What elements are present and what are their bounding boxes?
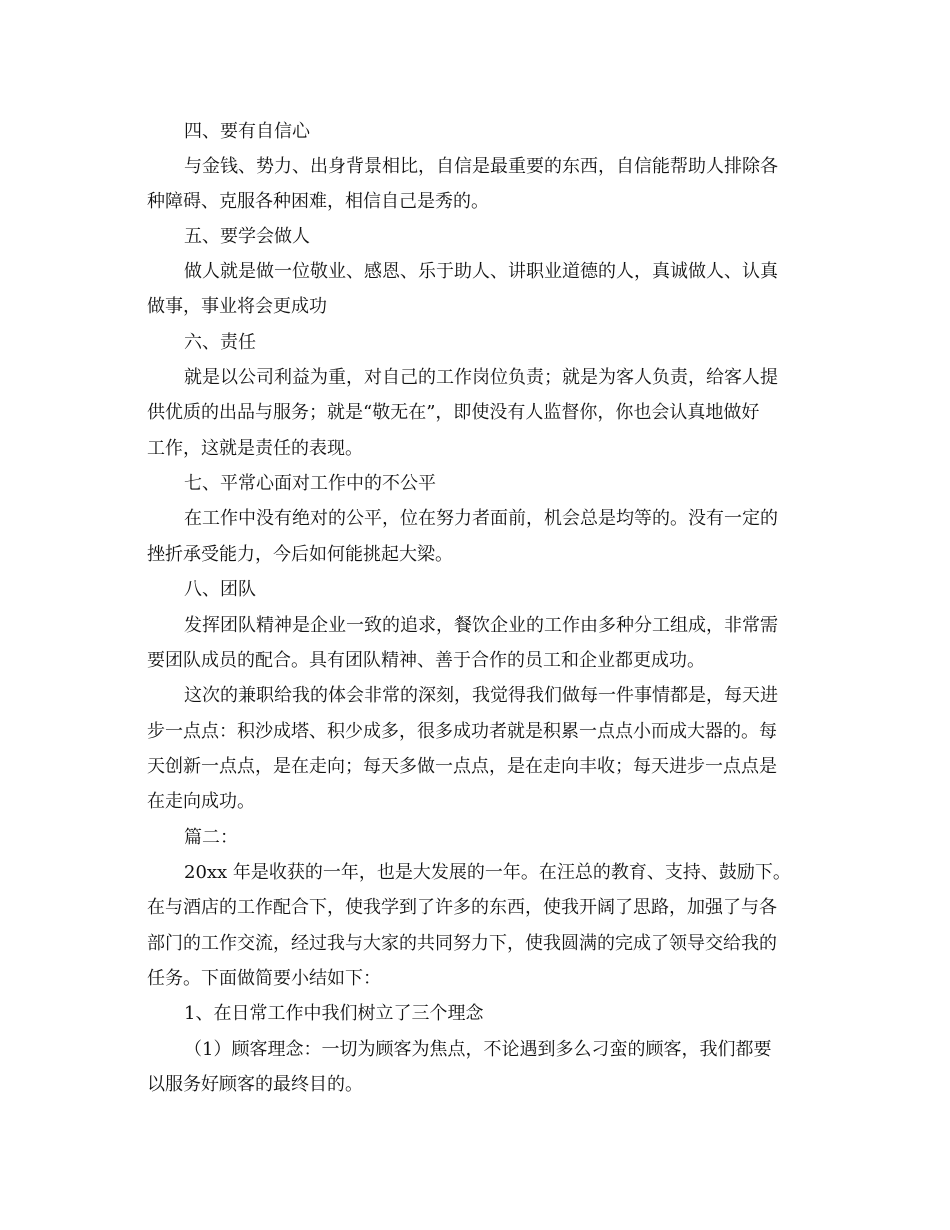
paragraph-line: 工作，这就是责任的表现。 — [147, 438, 363, 459]
paragraph-line: 天创新一点点，是在走向；每天多做一点点，是在走向丰收；每天进步一点点是 — [147, 756, 777, 777]
paragraph-line: （1）顾客理念：一切为顾客为焦点，不论遇到多么刁蛮的顾客，我们都要 — [184, 1039, 772, 1060]
paragraph-line: 步一点点：积沙成塔、积少成多，很多成功者就是积累一点点小而成大器的。每 — [147, 721, 777, 742]
paragraph-line: 在走向成功。 — [147, 791, 255, 812]
paragraph-line: 就是以公司利益为重，对自己的工作岗位负责；就是为客人负责，给客人提 — [184, 367, 778, 388]
paragraph-line: 部门的工作交流，经过我与大家的共同努力下，使我圆满的完成了领导交给我的 — [147, 933, 777, 954]
paragraph-line: 种障碍、克服各种困难，相信自己是秀的。 — [147, 191, 489, 212]
paragraph-line: 在工作中没有绝对的公平，位在努力者面前，机会总是均等的。没有一定的 — [184, 508, 778, 529]
paragraph-line: 做事，事业将会更成功 — [147, 296, 327, 317]
paragraph-line: 发挥团队精神是企业一致的追求，餐饮企业的工作由多种分工组成，非常需 — [184, 615, 778, 636]
paragraph-line: 任务。下面做简要小结如下： — [147, 968, 381, 989]
heading-5-learn-to-be-a-person: 五、要学会做人 — [184, 226, 310, 247]
heading-8-team: 八、团队 — [184, 579, 256, 600]
paragraph-line: 要团队成员的配合。具有团队精神、善于合作的员工和企业都更成功。 — [147, 650, 705, 671]
paragraph-line: 供优质的出品与服务；就是“敬无在”，即使没有人监督你，你也会认真地做好 — [147, 402, 760, 423]
paragraph-line: 这次的兼职给我的体会非常的深刻，我觉得我们做每一件事情都是，每天进 — [184, 685, 778, 706]
paragraph-line: 做人就是做一位敬业、感恩、乐于助人、讲职业道德的人，真诚做人、认真 — [184, 261, 778, 282]
heading-7-equanimity: 七、平常心面对工作中的不公平 — [184, 473, 436, 494]
paragraph-line: 在与酒店的工作配合下，使我学到了许多的东西，使我开阔了思路，加强了与各 — [147, 897, 777, 918]
paragraph-line: 20xx 年是收获的一年，也是大发展的一年。在汪总的教育、支持、鼓励下。 — [184, 862, 791, 883]
paragraph-line: 挫折承受能力，今后如何能挑起大梁。 — [147, 544, 453, 565]
paragraph-line: 以服务好顾客的最终目的。 — [147, 1074, 363, 1095]
heading-4-self-confidence: 四、要有自信心 — [184, 121, 310, 142]
list-heading-three-concepts: 1、在日常工作中我们树立了三个理念 — [184, 1003, 484, 1024]
section-heading-part-two: 篇二： — [184, 827, 238, 848]
heading-6-responsibility: 六、责任 — [184, 332, 256, 353]
paragraph-line: 与金钱、势力、出身背景相比，自信是最重要的东西，自信能帮助人排除各 — [184, 156, 778, 177]
